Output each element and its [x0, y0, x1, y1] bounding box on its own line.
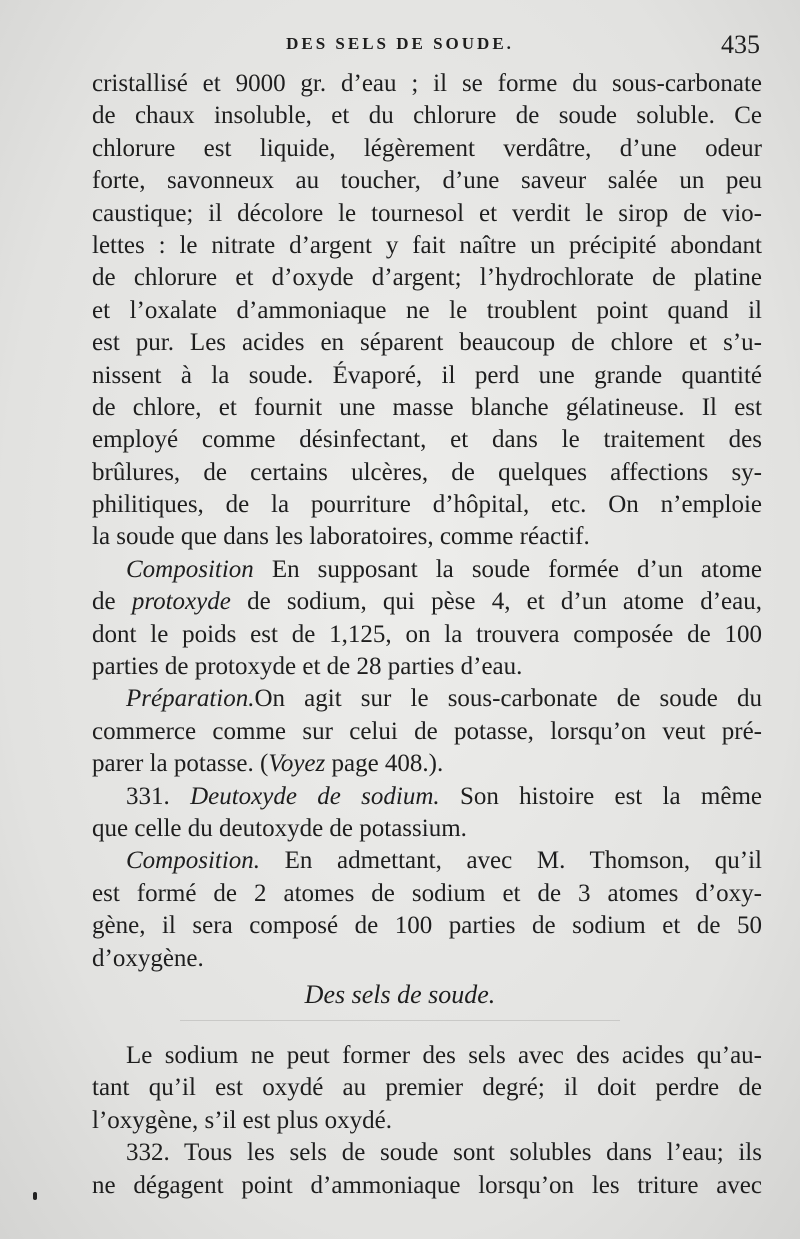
section-title: Des sels de soude.	[304, 980, 496, 1009]
section-text	[92, 1040, 762, 1202]
composition-text: de sodium, qui pèse 4, et d’un atome d’eau,	[230, 588, 762, 616]
composition-2-line: d’oxygène.	[92, 944, 204, 972]
composition-2-line	[92, 845, 762, 877]
composition-line	[92, 554, 762, 586]
running-head: DES SELS DE SOUDE.	[286, 34, 514, 53]
composition-text: En supposant la soude formée d’un atome	[253, 555, 762, 583]
paragraph-332-line: ne dégagent point d’ammoniaque lorsqu’on les triture avec	[92, 1171, 762, 1199]
text-line: lettes : le nitrate d’argent y fait naître un précipité abondant	[92, 231, 762, 259]
preparation-line: commerce comme sur celui de potasse, lorsqu’on veut pré-	[92, 717, 762, 745]
preparation-text: On agit sur le sous-carbonate de soude du	[254, 685, 762, 713]
voyez-term: Voyez	[268, 750, 326, 778]
preparation-label: Préparation.	[126, 685, 255, 713]
main-text	[92, 68, 762, 975]
text-line: caustique; il décolore le tournesol et verdit le sirop de vio-	[92, 199, 762, 227]
intro-line: l’oxygène, s’il est plus oxydé.	[92, 1106, 392, 1134]
composition-label: Composition.	[126, 847, 261, 875]
composition-line	[92, 586, 762, 618]
divider	[180, 1020, 620, 1021]
ink-speck	[33, 1192, 37, 1200]
paragraph-331-line: que celle du deutoxyde de potassium.	[92, 814, 467, 842]
composition-2-line: est formé de 2 atomes de sodium et de 3 atomes d’oxy-	[92, 879, 762, 907]
composition-line: parties de protoxyde et de 28 parties d’eau.	[92, 653, 523, 681]
intro-line: Le sodium ne peut former des sels avec des acides qu’au-	[126, 1042, 762, 1069]
text-line: employé comme désinfectant, et dans le traitement des	[92, 426, 762, 454]
page-header	[0, 30, 800, 60]
text-line: de chaux insoluble, et du chlorure de soude soluble. Ce	[92, 102, 762, 130]
composition-2-line: gène, il sera composé de 100 parties de sodium et de 50	[92, 912, 762, 940]
page-number: 435	[721, 30, 760, 59]
composition-label: Composition	[126, 555, 254, 583]
text-line: est pur. Les acides en séparent beaucoup de chlore et s’u-	[92, 329, 762, 357]
text-line: brûlures, de certains ulcères, de quelques affections sy-	[92, 458, 762, 486]
protoxyde-term: protoxyde	[131, 588, 231, 616]
text-line: la soude que dans les laboratoires, comme réactif.	[92, 523, 590, 551]
intro-line: tant qu’il est oxydé au premier degré; il doit perdre de	[92, 1074, 762, 1102]
paragraph-332-line: 332. Tous les sels de soude sont solubles dans l’eau; ils	[126, 1139, 762, 1167]
text-line: de chlorure et d’oxyde d’argent; l’hydrochlorate de platine	[92, 264, 762, 292]
text-line: philitiques, de la pourriture d’hôpital, etc. On n’emploie	[92, 491, 762, 519]
preparation-line	[92, 683, 762, 715]
preparation-text: page 408.).	[325, 750, 444, 778]
text-line: chlorure est liquide, légèrement verdâtre, d’une odeur	[92, 134, 762, 162]
composition-line: dont le poids est de 1,125, on la trouvera composée de 100	[92, 620, 762, 648]
composition-text: En admettant, avec M. Thomson, qu’il	[260, 847, 762, 875]
preparation-text: parer la potasse. (	[92, 750, 269, 778]
text-line: et l’oxalate d’ammoniaque ne le troublent point quand il	[92, 296, 762, 324]
text-line: de chlore, et fournit une masse blanche gélatineuse. Il est	[92, 393, 762, 421]
paragraph-331-line	[92, 781, 762, 813]
paragraph-title: Deutoxyde de sodium.	[190, 782, 440, 810]
paragraph-number: 331.	[126, 782, 170, 810]
preparation-line	[92, 748, 762, 780]
text-line: cristallisé et 9000 gr. d’eau ; il se forme du sous-carbonate	[92, 70, 762, 97]
paragraph-text: Son histoire est la même	[439, 782, 762, 810]
composition-text: de	[92, 588, 132, 616]
text-line: nissent à la soude. Évaporé, il perd une grande quantité	[92, 361, 762, 389]
text-line: forte, savonneux au toucher, d’une saveur salée un peu	[92, 167, 762, 195]
